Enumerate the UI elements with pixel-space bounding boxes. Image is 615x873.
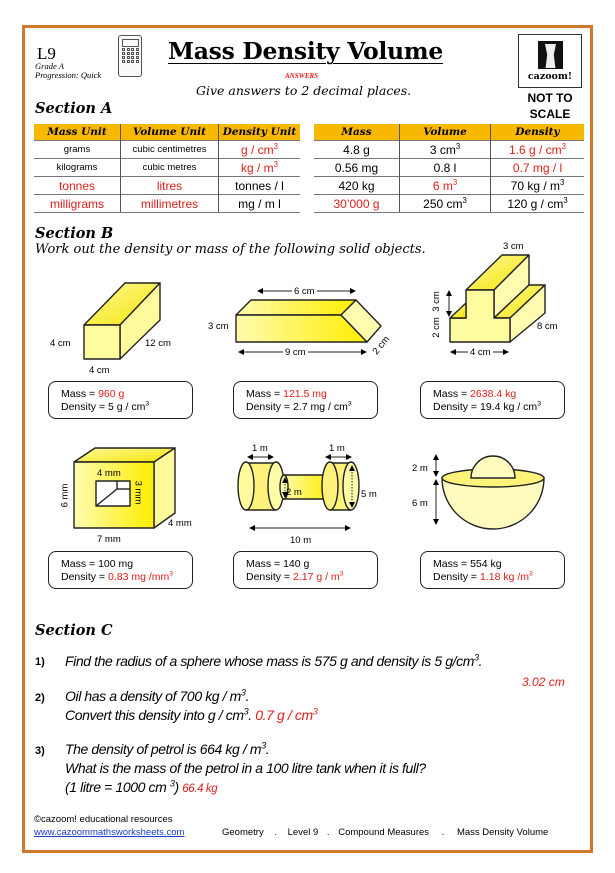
dim-label: 2 m xyxy=(286,487,302,498)
volume-unit-cell: millimetres xyxy=(121,195,219,213)
question-text: Oil has a density of 700 kg / $m^3$. xyxy=(65,687,250,704)
mass-cell: 4.8 g xyxy=(314,141,400,159)
mass-value: 121.5 mg xyxy=(283,388,327,400)
density-cell: 70 kg / $m^3$ xyxy=(491,177,585,195)
dim-label: 1 m xyxy=(329,443,345,454)
density-line: Density = 19.4 kg / $cm^3$ xyxy=(433,400,541,413)
footer-level: Level 9 xyxy=(287,827,319,838)
density-line: Density = 2.7 mg / $cm^3$ xyxy=(246,400,352,413)
instructions: Give answers to 2 decimal places. xyxy=(196,83,412,98)
question-number: 1) xyxy=(35,656,45,668)
website-link[interactable]: www.cazoommathsworksheets.com xyxy=(34,827,185,838)
dim-label: 5 m xyxy=(361,489,377,500)
footer-subtopic: Compound Measures xyxy=(338,827,430,838)
mass-cell: 420 kg xyxy=(314,177,400,195)
density-value: 2.17 g / $m^3$ xyxy=(292,570,344,583)
mass-cell: 30’000 g xyxy=(314,195,400,213)
units-header: Density Unit xyxy=(219,124,301,141)
volume-unit-cell: cubic metres xyxy=(121,159,219,177)
dim-label: 2 cm xyxy=(430,317,442,338)
logo-text: cazoom! xyxy=(527,71,573,82)
answer-box xyxy=(48,381,193,419)
mass-line: Mass = 960 g xyxy=(61,388,125,400)
density-value: 0.83 mg $/mm^3$ xyxy=(107,570,174,583)
dim-label: 4 mm xyxy=(97,468,121,479)
values-header: Mass xyxy=(314,124,400,141)
density-cell: 1.6 g / $cm^3$ xyxy=(491,141,585,159)
dim-label: 3 cm xyxy=(430,291,442,312)
question-number: 2) xyxy=(35,692,45,704)
progression-label: Progression: Quick xyxy=(35,70,102,80)
t-prism-diagram xyxy=(449,255,545,352)
level-label: L9 xyxy=(37,44,56,63)
density-line: Density = 0.83 mg $/mm^3$ xyxy=(61,570,174,583)
density-cell: 0.7 mg / l xyxy=(491,159,585,177)
dim-label: 10 m xyxy=(290,535,312,546)
mass-unit-cell: tonnes xyxy=(34,177,121,195)
density-value: 1.18 kg $/m^3$ xyxy=(479,570,533,583)
section-c-heading: Section C xyxy=(35,622,113,639)
footer-worksheet: Mass Density Volume xyxy=(456,827,549,838)
values-header: Volume xyxy=(400,124,491,141)
volume-unit-cell: cubic centimetres xyxy=(121,141,219,159)
dim-label: 8 cm xyxy=(537,321,558,332)
hollow-cuboid-diagram xyxy=(74,448,175,528)
mass-unit-cell: grams xyxy=(34,141,121,159)
mass-line: Mass = 554 kg xyxy=(433,558,502,570)
density-line: Density = 5 g / $cm^3$ xyxy=(61,400,150,413)
dim-label: 4 mm xyxy=(168,518,192,529)
question-answer: 0.7 g / $cm^3$ xyxy=(255,706,318,723)
question-text: Find the radius of a sphere whose mass is 575 g and density is 5 $g/cm^3$. xyxy=(65,652,483,669)
dim-label: 3 cm xyxy=(208,321,229,332)
dim-label: 4 cm xyxy=(470,347,491,358)
section-b-heading: Section B xyxy=(35,225,114,242)
mass-unit-cell: kilograms xyxy=(34,159,121,177)
dim-label: 3 cm xyxy=(503,241,524,252)
answer-box xyxy=(48,551,193,589)
question-answer: 66.4 kg xyxy=(182,783,218,795)
density-unit-cell: tonnes / l xyxy=(219,177,301,195)
dim-label: 12 cm xyxy=(145,338,171,349)
answer-box xyxy=(233,381,378,419)
density-cell: 120 g / $cm^3$ xyxy=(491,195,585,213)
mass-line: Mass = 100 mg xyxy=(61,558,134,570)
answers-label: ANSWERS xyxy=(285,72,319,80)
question-number: 3) xyxy=(35,745,45,757)
answer-box xyxy=(420,381,565,419)
density-value: 2.7 mg / $cm^3$ xyxy=(292,400,352,413)
volume-cell: 3 $cm^3$ xyxy=(400,141,491,159)
dim-label: 1 m xyxy=(252,443,268,454)
dim-label: 6 cm xyxy=(294,286,315,297)
density-value: 5 g / $cm^3$ xyxy=(107,400,150,413)
density-unit-cell: kg / $m^3$ xyxy=(219,159,301,177)
dim-label: 7 mm xyxy=(97,534,121,545)
grade-label: Grade A xyxy=(35,61,64,71)
not-to-scale-label: NOT TO SCALE xyxy=(527,91,573,121)
section-a-heading: Section A xyxy=(35,100,113,117)
dim-label: 6 mm xyxy=(59,483,71,508)
page-title: Mass Density Volume xyxy=(168,37,444,65)
mass-line: Mass = 140 g xyxy=(246,558,310,570)
density-line: Density = 1.18 kg $/m^3$ xyxy=(433,570,533,583)
dim-label: 9 cm xyxy=(285,347,306,358)
values-header: Density xyxy=(491,124,585,141)
triangular-prism-diagram xyxy=(236,291,381,352)
question-text: What is the mass of the petrol in a 100 litre tank when it is full? xyxy=(65,760,426,776)
answer-box xyxy=(233,551,378,589)
density-value: 19.4 kg / $cm^3$ xyxy=(479,400,541,413)
question-text: (1 litre = 1000 cm $^3$) 66.4 kg xyxy=(65,778,218,795)
mass-unit-cell: milligrams xyxy=(34,195,121,213)
dim-label: 6 m xyxy=(412,498,428,509)
mass-value: 100 mg xyxy=(98,558,134,570)
dim-label: 3 mm xyxy=(132,480,144,505)
copyright: ©cazoom! educational resources xyxy=(34,814,173,825)
mass-value: 554 kg xyxy=(470,558,502,570)
dim-label: 2 cm xyxy=(370,334,393,357)
answer-box xyxy=(420,551,565,589)
section-b-instruction: Work out the density or mass of the following solid objects. xyxy=(35,242,426,257)
dim-label: 2 m xyxy=(412,463,428,474)
question-text: The density of petrol is 664 kg / $m^3$. xyxy=(65,740,270,757)
question-text: Convert this density into g / $cm^3$. 0.7 g / $cm^3$ xyxy=(65,706,318,723)
units-header: Mass Unit xyxy=(34,124,121,141)
dim-label: 4 cm xyxy=(89,365,110,376)
mass-line: Mass = 2638.4 kg xyxy=(433,388,517,400)
mass-value: 140 g xyxy=(283,558,310,570)
mass-value: 2638.4 kg xyxy=(470,388,517,400)
mass-value: 960 g xyxy=(98,388,125,400)
question-answer: 3.02 cm xyxy=(522,675,565,689)
mass-line: Mass = 121.5 mg xyxy=(246,388,327,400)
dim-label: 4 cm xyxy=(50,338,71,349)
mass-cell: 0.56 mg xyxy=(314,159,400,177)
units-header: Volume Unit xyxy=(121,124,219,141)
footer-breadcrumb: Geometry . Level 9 . Compound Measures . Mass Density Volume xyxy=(222,827,549,838)
volume-cell: 250 $cm^3$ xyxy=(400,195,491,213)
volume-cell: 0.8 l xyxy=(400,159,491,177)
density-line: Density = 2.17 g / $m^3$ xyxy=(246,570,344,583)
hemisphere-diagram xyxy=(436,455,544,529)
volume-unit-cell: litres xyxy=(121,177,219,195)
footer-topic: Geometry xyxy=(222,827,264,838)
density-unit-cell: mg / m l xyxy=(219,195,301,213)
density-unit-cell: g / $cm^3$ xyxy=(219,141,301,159)
volume-cell: 6 $m^3$ xyxy=(400,177,491,195)
